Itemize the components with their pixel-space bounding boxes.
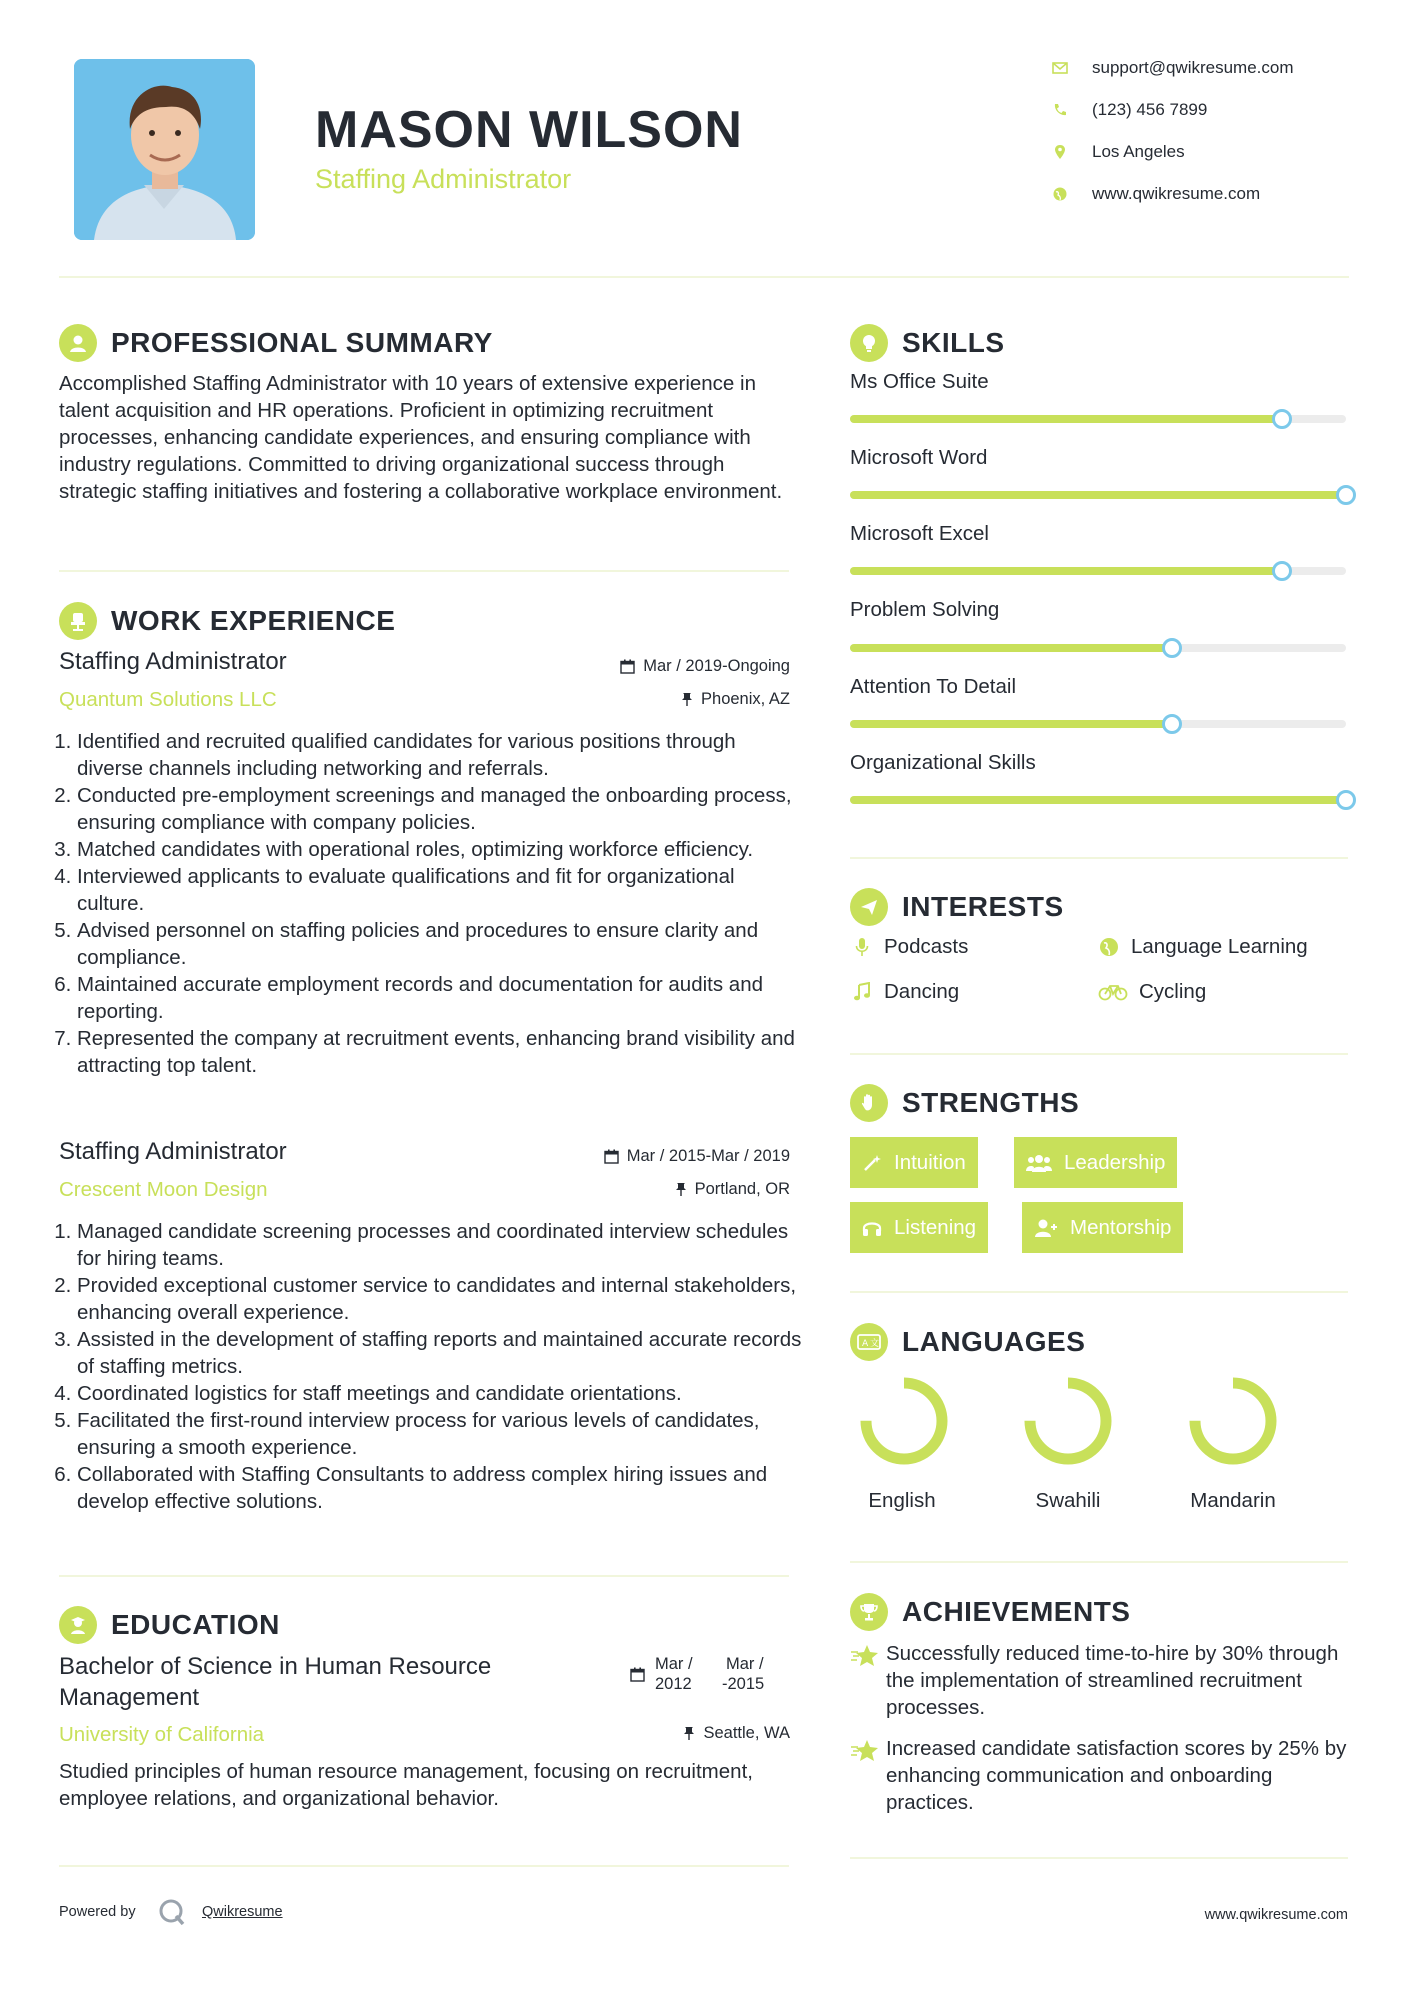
- footer-website-link[interactable]: www.qwikresume.com: [1204, 1907, 1348, 1923]
- pushpin-icon: [675, 1182, 687, 1197]
- education-text: Studied principles of human resource management, focusing on recruitment, employee relations, and organizational behavior.: [59, 1760, 753, 1810]
- strengths-title: STRENGTHS: [902, 1087, 1080, 1118]
- strength-label: Mentorship: [1070, 1215, 1172, 1239]
- job-location: [500, 1180, 790, 1199]
- summary-divider: [59, 570, 789, 572]
- language-name: English: [868, 1489, 936, 1512]
- contact-email-text: support@qwikresume.com: [1092, 58, 1294, 77]
- pushpin-icon: [683, 1726, 695, 1741]
- bicycle-icon: [1097, 980, 1129, 1004]
- skill-knob[interactable]: [1336, 485, 1356, 505]
- phone-icon: [1052, 102, 1068, 118]
- list-item: 5. Facilitated the first-round interview process for various levels of candidates, ensuring a smooth experience.: [77, 1407, 809, 1461]
- skill-bar: [850, 644, 1346, 652]
- job-dates: [500, 1147, 790, 1166]
- achievements-divider: [850, 1857, 1348, 1859]
- education-divider: [59, 1865, 789, 1867]
- skill-name: Microsoft Word: [850, 446, 988, 469]
- summary-title: PROFESSIONAL SUMMARY: [111, 327, 493, 358]
- achievements-heading: [850, 1592, 1130, 1632]
- job-dates-text: Mar / 2015-Mar / 2019: [626, 1147, 790, 1165]
- language-name: Swahili: [1035, 1489, 1101, 1512]
- skill-fill: [850, 491, 1346, 499]
- interest-item: [850, 980, 959, 1004]
- skill-knob[interactable]: [1162, 714, 1182, 734]
- experience-heading: [59, 601, 395, 641]
- interest-label: Language Learning: [1131, 935, 1308, 958]
- star-icon: [850, 1735, 886, 1816]
- skill-knob[interactable]: [1272, 561, 1292, 581]
- job-dates-text: Mar / 2019-Ongoing: [643, 657, 790, 675]
- skill-name: Ms Office Suite: [850, 370, 989, 393]
- star-icon: [850, 1640, 886, 1721]
- translate-icon: [850, 1323, 888, 1361]
- summary-heading: [59, 323, 493, 363]
- list-item: 2. Provided exceptional customer service to candidates and internal stakeholders, enhancing overall experience.: [77, 1272, 809, 1326]
- list-item: 6. Collaborated with Staffing Consultants to address complex hiring issues and develop effective solutions.: [77, 1461, 809, 1515]
- language-ring: [1022, 1375, 1114, 1467]
- skill-name: Organizational Skills: [850, 751, 1036, 774]
- language-item: [822, 1375, 982, 1520]
- music-note-icon: [850, 980, 874, 1004]
- interests-title: INTERESTS: [902, 891, 1064, 922]
- qwikresume-link[interactable]: Qwikresume: [202, 1904, 283, 1920]
- contact-email[interactable]: [1052, 56, 1352, 80]
- interest-label: Podcasts: [884, 935, 969, 958]
- calendar-icon: [630, 1667, 645, 1682]
- skill-fill: [850, 644, 1172, 652]
- envelope-icon: [1052, 60, 1068, 76]
- achievement-text: Increased candidate satisfaction scores by 25% by enhancing communication and onboarding practices.: [886, 1737, 1347, 1814]
- calendar-icon: [620, 659, 635, 674]
- interests-divider: [850, 1053, 1348, 1055]
- education-location-text: Seattle, WA: [703, 1724, 790, 1742]
- skill-bar: [850, 567, 1346, 575]
- group-icon: [1026, 1153, 1052, 1173]
- interest-item: [850, 935, 968, 959]
- skill-bar: [850, 720, 1346, 728]
- strengths-divider: [850, 1291, 1348, 1293]
- hand-icon: [850, 1084, 888, 1122]
- degree-line-1: Bachelor of Science in Human Resource: [59, 1653, 492, 1680]
- skill-name: Problem Solving: [850, 598, 1000, 621]
- magic-wand-icon: [862, 1153, 882, 1173]
- svg-text:文: 文: [870, 1339, 880, 1349]
- job-title: Staffing Administrator: [59, 1138, 287, 1165]
- globe-icon: [1052, 186, 1068, 202]
- profile-photo: [74, 59, 255, 240]
- skill-fill: [850, 567, 1282, 575]
- graduate-icon: [59, 1606, 97, 1644]
- strength-chip: [1014, 1137, 1177, 1188]
- languages-divider: [850, 1561, 1348, 1563]
- skill-bar: [850, 491, 1346, 499]
- skill-bar: [850, 796, 1346, 804]
- trophy-icon: [850, 1593, 888, 1631]
- strengths-heading: [850, 1083, 1079, 1123]
- list-item: 4. Interviewed applicants to evaluate qualifications and fit for organizational culture.: [77, 863, 799, 917]
- list-item: 3. Matched candidates with operational roles, optimizing workforce efficiency.: [77, 836, 799, 863]
- contact-website-text: www.qwikresume.com: [1092, 184, 1261, 203]
- headphones-icon: [862, 1218, 882, 1238]
- interests-heading: [850, 887, 1064, 927]
- svg-text:A: A: [862, 1339, 869, 1349]
- list-item: 6. Maintained accurate employment records and documentation for audits and reporting.: [77, 971, 799, 1025]
- candidate-name: MASON WILSON: [315, 101, 743, 159]
- paper-plane-icon: [850, 888, 888, 926]
- qwikresume-logo: [157, 1897, 187, 1927]
- education-title: EDUCATION: [111, 1609, 280, 1640]
- degree-line-2: Management: [59, 1684, 200, 1711]
- list-item: 4. Coordinated logistics for staff meetings and candidate orientations.: [77, 1380, 809, 1407]
- summary-text: Accomplished Staffing Administrator with 10 years of extensive experience in talent acquisition and HR operations. Proficient in optimizing recruitment processes, enhancing candidate experiences, and ensuring compliance with industry regulations. Committed to driving organizational success through strategic staffing initiatives and fostering a collaborative workplace environment.: [59, 372, 783, 503]
- contact-location: [1052, 140, 1352, 164]
- list-item: 3. Assisted in the development of staffing reports and maintained accurate records of staffing metrics.: [77, 1326, 809, 1380]
- education-end-month: Mar /: [726, 1655, 764, 1673]
- user-plus-icon: [1034, 1218, 1058, 1238]
- interest-label: Dancing: [884, 980, 960, 1003]
- education-start-month: Mar /: [655, 1655, 693, 1673]
- list-item: 2. Conducted pre-employment screenings and managed the onboarding process, ensuring compliance with company policies.: [77, 782, 799, 836]
- strength-chip: [850, 1137, 978, 1188]
- strength-chip: [1022, 1202, 1183, 1253]
- skill-name: Microsoft Excel: [850, 522, 989, 545]
- microphone-icon: [850, 935, 874, 959]
- skill-fill: [850, 415, 1282, 423]
- calendar-icon: [604, 1149, 619, 1164]
- list-item: 1. Managed candidate screening processes and coordinated interview schedules for hiring teams.: [77, 1218, 809, 1272]
- achievements-title: ACHIEVEMENTS: [902, 1596, 1131, 1627]
- contact-website[interactable]: [1052, 182, 1352, 206]
- skills-divider: [850, 857, 1348, 859]
- experience-title: WORK EXPERIENCE: [111, 605, 396, 636]
- strength-label: Listening: [894, 1215, 977, 1239]
- skills-heading: [850, 323, 1005, 363]
- language-item: [988, 1375, 1148, 1520]
- skill-fill: [850, 796, 1346, 804]
- pushpin-icon: [681, 692, 693, 707]
- contact-phone[interactable]: [1052, 98, 1352, 122]
- achievement-item: [850, 1735, 1350, 1816]
- achievement-text: Successfully reduced time-to-hire by 30% through the implementation of streamlined recruitment processes.: [886, 1642, 1339, 1719]
- chair-icon: [59, 602, 97, 640]
- candidate-role: Staffing Administrator: [315, 164, 572, 194]
- user-icon: [59, 324, 97, 362]
- skill-knob[interactable]: [1162, 638, 1182, 658]
- interest-item: [1097, 980, 1206, 1004]
- education-end-year-text: 2015: [727, 1675, 765, 1693]
- contact-location-text: Los Angeles: [1092, 142, 1185, 161]
- list-item: 1. Identified and recruited qualified candidates for various positions through diverse channels including networking and referrals.: [77, 728, 799, 782]
- language-ring: [858, 1375, 950, 1467]
- education-end-year: - 2015: [722, 1675, 765, 1693]
- languages-heading: [850, 1322, 1085, 1362]
- skill-knob[interactable]: [1336, 790, 1356, 810]
- job-title: Staffing Administrator: [59, 648, 287, 675]
- globe-icon: [1097, 935, 1121, 959]
- job-location-text: Portland, OR: [694, 1180, 790, 1198]
- languages-title: LANGUAGES: [902, 1326, 1086, 1357]
- education-start-year: 2012: [655, 1675, 692, 1693]
- company-name: Crescent Moon Design: [59, 1178, 268, 1201]
- map-pin-icon: [1052, 144, 1068, 160]
- list-item: 5. Advised personnel on staffing policies and procedures to ensure clarity and compliance.: [77, 917, 799, 971]
- job-bullets: [59, 728, 799, 1079]
- skill-fill: [850, 720, 1172, 728]
- lightbulb-icon: [850, 324, 888, 362]
- header-divider: [59, 276, 1349, 278]
- education-dates: [630, 1655, 790, 1702]
- skill-knob[interactable]: [1272, 409, 1292, 429]
- job-location: [500, 690, 790, 709]
- achievement-item: [850, 1640, 1350, 1721]
- experience-divider: [59, 1575, 789, 1577]
- contact-phone-text: (123) 456 7899: [1092, 100, 1208, 119]
- strength-chip: [850, 1202, 988, 1253]
- school-name: University of California: [59, 1723, 265, 1746]
- skill-name: Attention To Detail: [850, 675, 1017, 698]
- company-name: Quantum Solutions LLC: [59, 688, 277, 711]
- language-name: Mandarin: [1190, 1489, 1276, 1512]
- job-bullets: [59, 1218, 809, 1515]
- strength-label: Leadership: [1064, 1150, 1166, 1174]
- list-item: 7. Represented the company at recruitment events, enhancing brand visibility and attracting top talent.: [77, 1025, 799, 1079]
- strength-label: Intuition: [894, 1150, 966, 1174]
- powered-by-label: Powered by: [59, 1904, 136, 1920]
- skills-title: SKILLS: [902, 327, 1005, 358]
- job-dates: [500, 657, 790, 676]
- language-ring: [1187, 1375, 1279, 1467]
- education-location: [500, 1724, 790, 1743]
- interest-item: [1097, 935, 1308, 959]
- education-heading: [59, 1605, 280, 1645]
- job-location-text: Phoenix, AZ: [701, 690, 790, 708]
- interest-label: Cycling: [1139, 980, 1207, 1003]
- skill-bar: [850, 415, 1346, 423]
- language-item: [1153, 1375, 1313, 1520]
